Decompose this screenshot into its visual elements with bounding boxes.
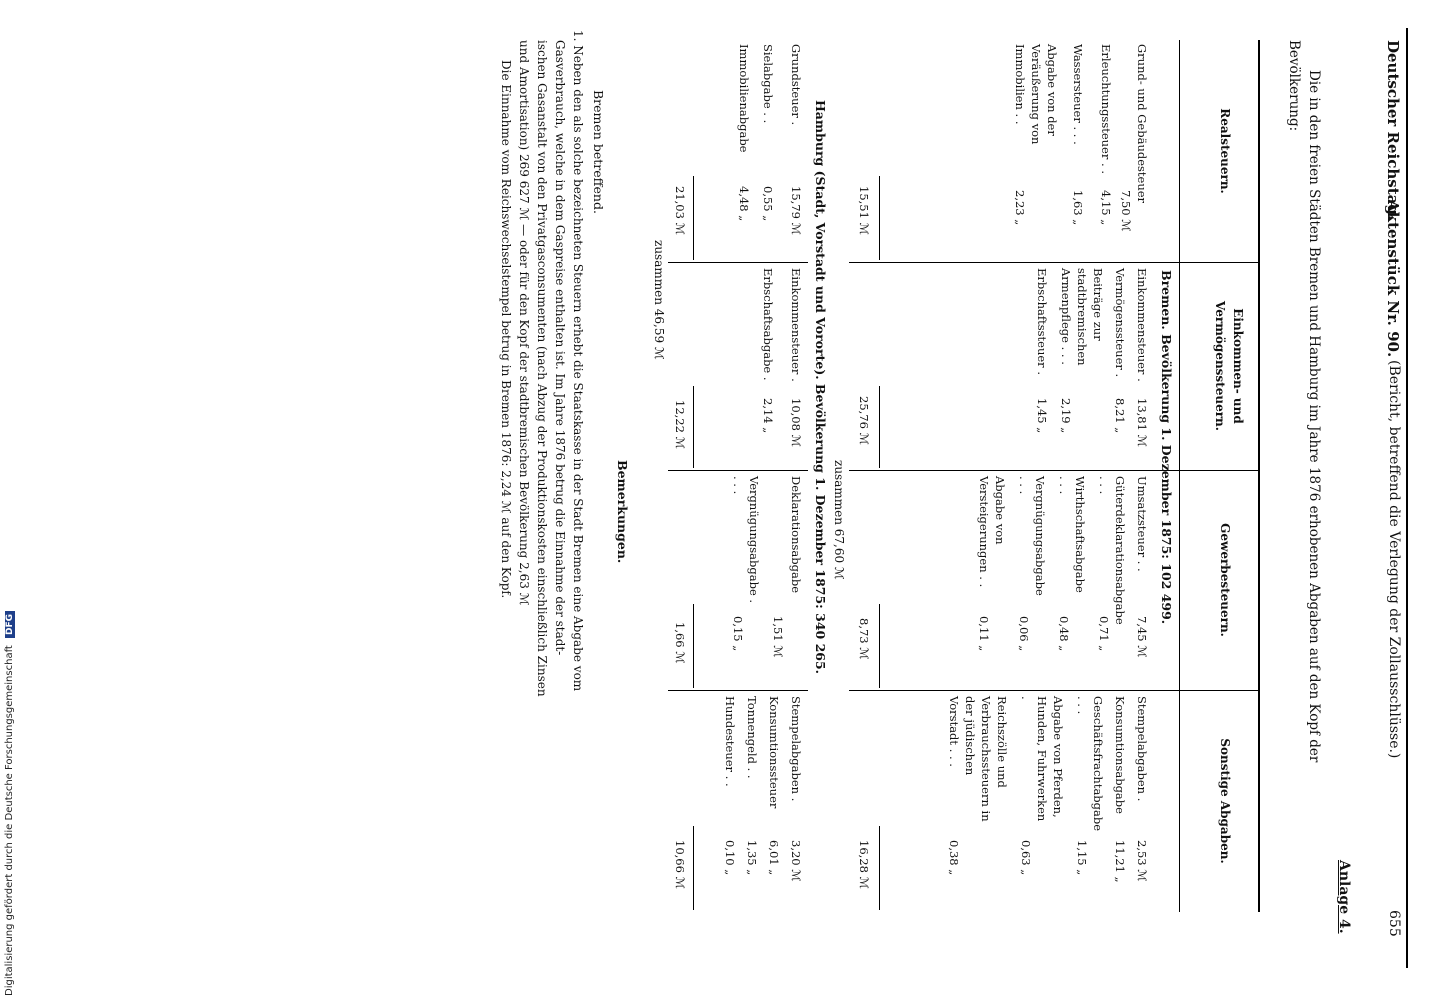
hamburg-col2-label-0: Einkommensteuer . [789, 268, 803, 382]
hamburg-col4-value-0: 3,20 ℳ [789, 840, 803, 882]
bremen-col3-label-4: Abgabe von Versteigerungen . . [977, 476, 1007, 588]
table-header-rule [1179, 40, 1180, 912]
bremen-total: zusammen 67,60 ℳ [832, 460, 846, 580]
bremen-divider-1 [849, 262, 1154, 263]
bremen-col2-label-0: Einkommensteuer . [1135, 268, 1149, 382]
bremen-col4-value-2: 1,15 „ [1075, 840, 1089, 876]
bremen-col4-value-4: 0,38 „ [947, 840, 961, 876]
hamburg-heading: Hamburg (Stadt, Vorstadt und Vororte). Bevölkerung 1. Dezember 1875: 340 265. [813, 100, 828, 675]
bremen-col1-value-2: 1,63 „ [1071, 190, 1085, 226]
hamburg-total: zusammen 46,59 ℳ [652, 240, 666, 360]
bremen-col4-value-3: 0,63 „ [1019, 840, 1033, 876]
hamburg-divider-3 [668, 690, 808, 691]
bremen-col4-sum-rule [879, 826, 880, 910]
remarks-line-5: Die Einnahme vom Reichswechselstempel betrug in Bremen 1876: 2,24 ℳ auf den Kopf. [499, 60, 513, 599]
hamburg-col4-label-1: Konsumtionssteuer [767, 696, 781, 809]
remarks-subtitle: Bremen betreffend. [591, 90, 606, 214]
table-top-rule [1258, 40, 1260, 912]
remarks-line-4: und Amortisation) 269 627 ℳ — oder für den Kopf der stadtbremischen Bevölkerung 2,63 ℳ [517, 40, 531, 606]
bremen-col2-sum: 25,76 ℳ [857, 396, 871, 445]
hamburg-col4-value-1: 6,01 „ [767, 840, 781, 876]
hamburg-col1-sum: 21,03 ℳ [673, 186, 687, 235]
bremen-col1-value-3: 2,23 „ [1013, 190, 1027, 226]
col-header-3: Gewerbesteuern. [1218, 523, 1232, 637]
header-item: Aktenstück Nr. 90. [1384, 200, 1402, 358]
header-source: Deutscher Reichstag. [1384, 40, 1402, 221]
hamburg-col3-value-0: 1,51 ℳ [771, 616, 785, 658]
col-divider-2 [1140, 470, 1260, 471]
bremen-col3-value-4: 0,11 „ [977, 616, 991, 652]
bremen-col1-label-1: Erleuchtungssteuer . . [1099, 44, 1113, 174]
intro-line-2: Bevölkerung: [1286, 40, 1302, 132]
page-number: 655 [1386, 910, 1402, 937]
hamburg-col4-value-2: 1,35 „ [745, 840, 759, 876]
bremen-col4-label-2: Geschäftsfrachtabgabe . . . [1075, 696, 1105, 832]
bremen-col1-sum: 15,51 ℳ [857, 186, 871, 235]
col-header-1: Realsteuern. [1218, 108, 1232, 194]
bremen-col3-value-2: 0,48 „ [1057, 616, 1071, 652]
bremen-col2-sum-rule [879, 386, 880, 468]
hamburg-divider-1 [668, 262, 808, 263]
remarks-line-1: 1. Neben den als solche bezeichneten Steuern erhebt die Staatskasse in der Stadt Bremen eine Abgabe vom [571, 30, 585, 692]
hamburg-col4-sum-rule [693, 826, 694, 910]
bremen-col4-label-4: Reichszölle und Verbrauchssteuern in der jüdischen Vorstadt . . . [947, 696, 1009, 822]
bremen-col1-label-3: Abgabe von der Veräußerung von Immobilien . . [1013, 44, 1059, 145]
bremen-col1-sum-rule [879, 176, 880, 260]
bremen-col3-label-2: Wirthschaftsabgabe . . . [1057, 476, 1087, 593]
dfg-footer-text-wrap [4, 611, 15, 996]
hamburg-col2-label-1: Erbschaftsabgabe . [761, 268, 775, 381]
hamburg-col1-value-2: 4,48 „ [737, 186, 751, 222]
hamburg-divider-2 [668, 470, 808, 471]
appendix-label: Anlage 4. [1336, 860, 1352, 934]
bremen-col1-label-0: Grund- und Gebäudesteuer [1135, 44, 1149, 204]
dfg-footer [0, 0, 22, 1000]
hamburg-col3-value-1: 0,15 „ [731, 616, 745, 652]
bremen-col1-value-0: 7,50 ℳ [1119, 190, 1133, 232]
hamburg-col1-value-0: 15,79 ℳ [789, 186, 803, 235]
hamburg-col4-label-3: Hundesteuer . . [723, 696, 737, 787]
bremen-col4-label-3: Abgabe von Pferden, Hunden, Fuhrwerken . [1019, 696, 1065, 822]
bremen-col3-sum-rule [879, 604, 880, 688]
bremen-col4-label-1: Konsumtionsabgabe [1113, 696, 1127, 814]
dfg-footer-text: Digitalisierung gefördert durch die Deutsche Forschungsgemeinschaft [4, 645, 15, 996]
bremen-col3-value-1: 0,71 „ [1097, 616, 1111, 652]
bremen-col3-sum: 8,73 ℳ [857, 618, 871, 660]
hamburg-col1-sum-rule [693, 176, 694, 260]
header-subject: (Bericht, betreffend die Verlegung der Zollausschlüsse.) [1386, 360, 1402, 759]
hamburg-col1-value-1: 0,55 „ [761, 186, 775, 222]
bremen-col2-value-3: 1,45 „ [1035, 398, 1049, 434]
bremen-col2-label-2: Beiträge zur stadtbremischen Armenpflege . . . [1059, 268, 1105, 366]
hamburg-col3-label-1: Vergnügungsabgabe . . . . [731, 476, 761, 604]
bremen-col4-value-1: 11,21 „ [1113, 840, 1127, 883]
hamburg-col3-sum: 1,66 ℳ [673, 622, 687, 664]
remarks-line-2: Gasverbrauch, welche in dem Gaspreise enthalten ist. Im Jahre 1876 betrug die Einnahme der stadt- [553, 40, 567, 656]
hamburg-col1-label-1: Sielabgabe . . [761, 44, 775, 124]
bremen-col3-label-0: Umsatzsteuer . . [1135, 476, 1149, 572]
bremen-col2-label-3: Erbschaftssteuer . [1035, 268, 1049, 375]
hamburg-col1-label-2: Immobilienabgabe [737, 44, 751, 153]
bremen-heading: Bremen. Bevölkerung 1. Dezember 1875: 102 499. [1159, 270, 1174, 625]
hamburg-col3-label-0: Deklarationsabgabe [789, 476, 803, 594]
bremen-col2-value-2: 2,19 „ [1059, 398, 1073, 434]
bremen-col4-value-0: 2,53 ℳ [1135, 840, 1149, 882]
col-header-4: Sonstige Abgaben. [1218, 738, 1232, 864]
bremen-col2-value-1: 8,21 „ [1113, 398, 1127, 434]
bremen-col3-label-3: Vergnügungsabgabe . . . [1017, 476, 1047, 596]
dfg-logo: DFG [5, 611, 15, 638]
bremen-divider-3 [849, 690, 1154, 691]
bremen-divider-2 [849, 470, 1154, 471]
hamburg-col4-sum: 10,66 ℳ [673, 840, 687, 889]
hamburg-col1-label-0: Grundsteuer . [789, 44, 803, 126]
bremen-col4-sum: 16,28 ℳ [857, 840, 871, 889]
col-divider-3 [1140, 690, 1260, 691]
hamburg-col4-label-0: Stempelabgaben . [789, 696, 803, 802]
bremen-col2-value-0: 13,81 ℳ [1135, 398, 1149, 447]
bremen-col3-label-1: Güterdeklarationsabgabe . . . [1097, 476, 1127, 625]
hamburg-col4-label-2: Tonnengeld . . [745, 696, 759, 779]
hamburg-col2-value-0: 10,08 ℳ [789, 398, 803, 447]
bremen-col1-value-1: 4,15 „ [1099, 190, 1113, 226]
hamburg-col2-sum: 12,22 ℳ [673, 400, 687, 449]
bremen-col1-label-2: Wassersteuer . . . [1071, 44, 1085, 145]
hamburg-col3-sum-rule [693, 604, 694, 688]
hamburg-col2-value-1: 2,14 „ [761, 398, 775, 434]
bremen-col3-value-0: 7,45 ℳ [1135, 616, 1149, 658]
intro-line-1: Die in den freien Städten Bremen und Hamburg im Jahre 1876 erhobenen Abgaben auf den Kopf der [1306, 70, 1322, 763]
header-rule [1406, 28, 1408, 968]
hamburg-col2-sum-rule [693, 386, 694, 468]
hamburg-col4-value-3: 0,10 „ [723, 840, 737, 876]
bremen-col4-label-0: Stempelabgaben . [1135, 696, 1149, 802]
remarks-line-3: ischen Gasanstalt von den Privatgasconsumenten (nach Abzug der Produktionskosten einschließlich Zinsen [535, 40, 549, 697]
bremen-col2-label-1: Vermögenssteuer . [1113, 268, 1127, 378]
remarks-title: Bemerkungen. [615, 460, 630, 564]
bremen-col3-value-3: 0,06 „ [1017, 616, 1031, 652]
col-header-2: Einkommen- und Vermögenssteuern. [1213, 301, 1245, 431]
